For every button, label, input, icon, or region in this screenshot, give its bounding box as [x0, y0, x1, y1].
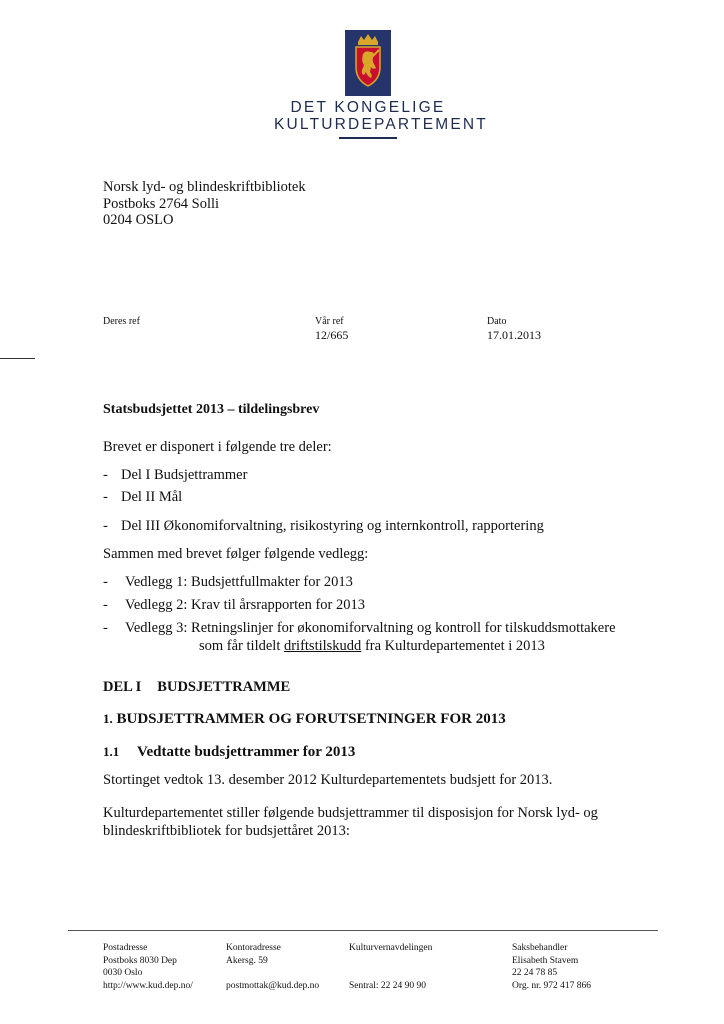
- footer-website: http://www.kud.dep.no/: [103, 980, 193, 991]
- intro-text: Brevet er disponert i følgende tre deler:: [103, 439, 332, 455]
- logo-underline: [339, 137, 397, 139]
- part-title: BUDSJETTRAMME: [157, 679, 291, 695]
- subsection-number: 1.1: [103, 744, 120, 759]
- list-dash: -: [103, 489, 108, 505]
- list-item: Del III Økonomiforvaltning, risikostyring og internkontroll, rapportering: [121, 518, 544, 534]
- section-heading: [103, 711, 506, 728]
- var-ref-value: 12/665: [315, 328, 349, 342]
- footer-postal-column: [103, 942, 193, 992]
- attachments-intro: Sammen med brevet følger følgende vedlegg:: [103, 546, 369, 562]
- paragraph-line: blindeskriftbibliotek for budsjettåret 2013:: [103, 823, 350, 839]
- footer-department-column: [349, 942, 432, 992]
- footer-divider: [68, 930, 658, 931]
- footer-text: [349, 967, 432, 980]
- list-item: Del II Mål: [121, 489, 183, 505]
- attachment-item: Vedlegg 1: Budsjettfullmakter for 2013: [125, 574, 353, 590]
- recipient-address: [103, 179, 306, 229]
- list-dash: -: [103, 467, 108, 483]
- footer-text: Elisabeth Stavem: [512, 955, 579, 966]
- ministry-logo: [274, 30, 488, 139]
- dato-label: Dato: [487, 316, 507, 327]
- footer-text: Postboks 8030 Dep: [103, 955, 177, 966]
- footer-heading: Kontoradresse: [226, 943, 281, 953]
- recipient-postcode: 0204 OSLO: [103, 212, 174, 228]
- section-title: BUDSJETTRAMMER OG FORUTSETNINGER FOR 2013: [116, 711, 506, 727]
- part-label: DEL I: [103, 679, 142, 695]
- logo-line-2: KULTURDEPARTEMENT: [274, 116, 488, 133]
- list-dash: -: [103, 620, 108, 636]
- footer-heading: Kulturvernavdelingen: [349, 943, 433, 953]
- part-heading: [103, 679, 290, 696]
- dato-value: 17.01.2013: [487, 328, 541, 342]
- subsection-title: Vedtatte budsjettrammer for 2013: [137, 744, 356, 760]
- subject-line: Statsbudsjettet 2013 – tildelingsbrev: [103, 402, 320, 417]
- subsection-heading: [103, 744, 355, 761]
- logo-line-1: DET KONGELIGE: [290, 99, 446, 116]
- list-dash: -: [103, 518, 108, 534]
- footer-email: postmottak@kud.dep.no: [226, 980, 320, 991]
- attachment-item: Vedlegg 2: Krav til årsrapporten for 2013: [125, 597, 365, 613]
- footer-phone: Sentral: 22 24 90 90: [349, 980, 427, 991]
- attachment-text: som får tildelt: [199, 638, 284, 654]
- footer-text: Org. nr. 972 417 866: [512, 980, 591, 991]
- fold-mark: [0, 358, 35, 359]
- footer-office-column: [226, 942, 319, 992]
- recipient-name: Norsk lyd- og blindeskriftbibliotek: [103, 179, 306, 195]
- underlined-term: driftstilskudd: [283, 638, 362, 654]
- footer-heading: Postadresse: [103, 943, 148, 953]
- attachment-item: Vedlegg 3: Retningslinjer for økonomiforvaltning og kontroll for tilskuddsmottakere: [125, 620, 616, 636]
- recipient-po-box: Postboks 2764 Solli: [103, 195, 220, 212]
- paragraph-line: Kulturdepartementet stiller følgende budsjettrammer til disposisjon for Norsk lyd- og: [103, 805, 598, 821]
- list-dash: -: [103, 574, 108, 590]
- footer-text: [349, 955, 432, 968]
- coat-of-arms-icon: [345, 30, 391, 96]
- deres-ref-label: Deres ref: [103, 316, 140, 327]
- footer-heading: Saksbehandler: [512, 943, 568, 953]
- list-dash: -: [103, 597, 108, 613]
- footer-text: [226, 967, 319, 980]
- footer-caseworker-column: [512, 942, 591, 992]
- footer-text: 22 24 78 85: [512, 968, 558, 978]
- footer-text: Akersg. 59: [226, 955, 268, 966]
- attachment-item-continuation: [199, 637, 545, 655]
- section-number: 1.: [103, 711, 113, 726]
- var-ref-label: Vår ref: [315, 316, 344, 327]
- attachment-text: fra Kulturdepartementet i 2013: [361, 638, 545, 654]
- footer-text: 0030 Oslo: [103, 968, 143, 978]
- list-item: Del I Budsjettrammer: [121, 467, 248, 483]
- paragraph: Stortinget vedtok 13. desember 2012 Kulturdepartementets budsjett for 2013.: [103, 772, 553, 788]
